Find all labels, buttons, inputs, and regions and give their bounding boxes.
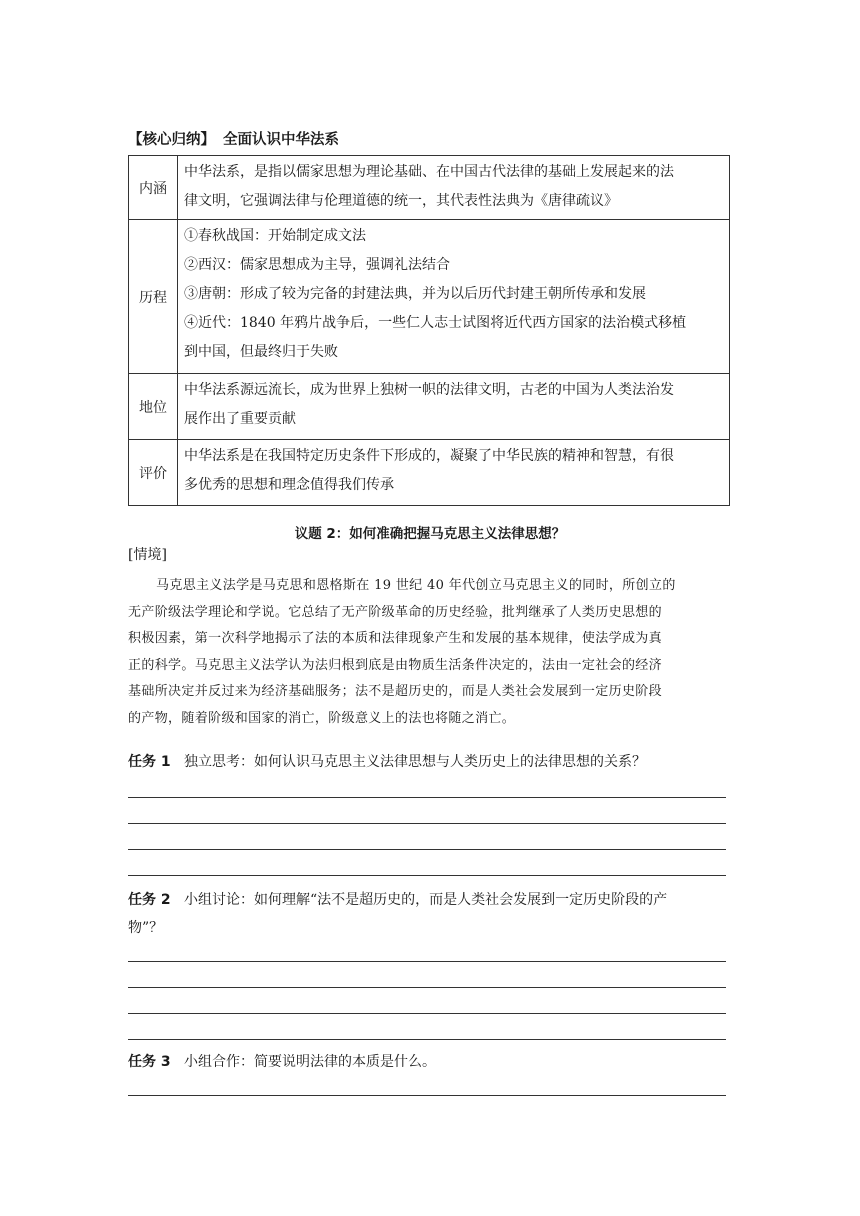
row-line: ①春秋战国：开始制定成文法 (184, 228, 366, 244)
answer-line[interactable] (128, 849, 726, 850)
answer-line[interactable] (128, 987, 726, 988)
row-line: 中华法系，是指以儒家思想为理论基础、在中国古代法律的基础上发展起来的法 (184, 164, 674, 180)
row-heading: 地位 (129, 374, 178, 440)
task-3 (128, 1051, 436, 1073)
table-row (129, 156, 730, 220)
task-label: 任务 1 (128, 754, 171, 770)
answer-line[interactable] (128, 823, 726, 824)
answer-line[interactable] (128, 797, 726, 798)
task-1 (128, 751, 646, 773)
row-line: 律文明，它强调法律与伦理道德的统一，其代表性法典为《唐律疏议》 (184, 193, 618, 209)
row-heading: 历程 (129, 220, 178, 374)
task-label: 任务 2 (128, 892, 171, 908)
row-line: ②西汉：儒家思想成为主导，强调礼法结合 (184, 257, 450, 273)
paragraph-line: 基础所决定并反过来为经济基础服务；法不是超历史的，而是人类社会发展到一定历史阶段 (128, 684, 663, 699)
topic-title: 议题 2：如何准确把握马克思主义法律思想？ (294, 526, 566, 542)
paragraph-line: 正的科学。马克思主义法学认为法归根到底是由物质生活条件决定的，法由一定社会的经济 (128, 657, 663, 673)
task-prompt: 独立思考：如何认识马克思主义法律思想与人类历史上的法律思想的关系？ (184, 754, 646, 770)
summary-table (128, 155, 730, 506)
row-line: 中华法系是在我国特定历史条件下形成的，凝聚了中华民族的精神和智慧，有很 (184, 448, 674, 464)
row-heading: 内涵 (129, 156, 178, 220)
answer-line[interactable] (128, 961, 726, 962)
answer-line[interactable] (128, 875, 726, 876)
task-prompt: 小组合作：简要说明法律的本质是什么。 (184, 1054, 436, 1070)
task-2 (128, 886, 667, 942)
row-content (178, 440, 730, 506)
row-line: ④近代：1840 年鸦片战争后，一些仁人志士试图将近代西方国家的法治模式移植 (184, 315, 687, 331)
core-summary-heading (128, 130, 339, 150)
context-label: [情境] (128, 547, 167, 563)
core-summary-tag: 【核心归纳】 (128, 132, 215, 148)
task-prompt: 小组讨论：如何理解“法不是超历史的，而是人类社会发展到一定历史阶段的产 (184, 892, 668, 908)
paragraph-line: 无产阶级法学理论和学说。它总结了无产阶级革命的历史经验，批判继承了人类历史思想的 (128, 604, 663, 620)
row-line: 中华法系源远流长，成为世界上独树一帜的法律文明，古老的中国为人类法治发 (184, 382, 674, 398)
answer-line[interactable] (128, 1095, 726, 1096)
paragraph-line: 马克思主义法学是马克思和恩格斯在 19 世纪 40 年代创立马克思主义的同时，所创立的 (156, 578, 676, 593)
task-prompt-continued: 物”？ (128, 920, 164, 936)
row-heading: 评价 (129, 440, 178, 506)
answer-line[interactable] (128, 1039, 726, 1040)
answer-line[interactable] (128, 1013, 726, 1014)
task-label: 任务 3 (128, 1054, 171, 1070)
paragraph-line: 积极因素，第一次科学地揭示了法的本质和法律现象产生和发展的基本规律，使法学成为真 (128, 631, 663, 646)
table-row (129, 374, 730, 440)
paragraph-line: 的产物，随着阶级和国家的消亡，阶级意义上的法也将随之消亡。 (128, 710, 516, 726)
context-paragraph (128, 573, 730, 732)
row-line: 展作出了重要贡献 (184, 411, 296, 427)
core-summary-title: 全面认识中华法系 (223, 132, 339, 148)
row-content (178, 156, 730, 220)
row-line: 多优秀的思想和理念值得我们传承 (184, 477, 394, 493)
row-line: ③唐朝：形成了较为完备的封建法典，并为以后历代封建王朝所传承和发展 (184, 286, 646, 302)
row-content (178, 220, 730, 374)
row-content (178, 374, 730, 440)
table-row (129, 440, 730, 506)
row-line: 到中国，但最终归于失败 (184, 344, 338, 360)
table-row (129, 220, 730, 374)
